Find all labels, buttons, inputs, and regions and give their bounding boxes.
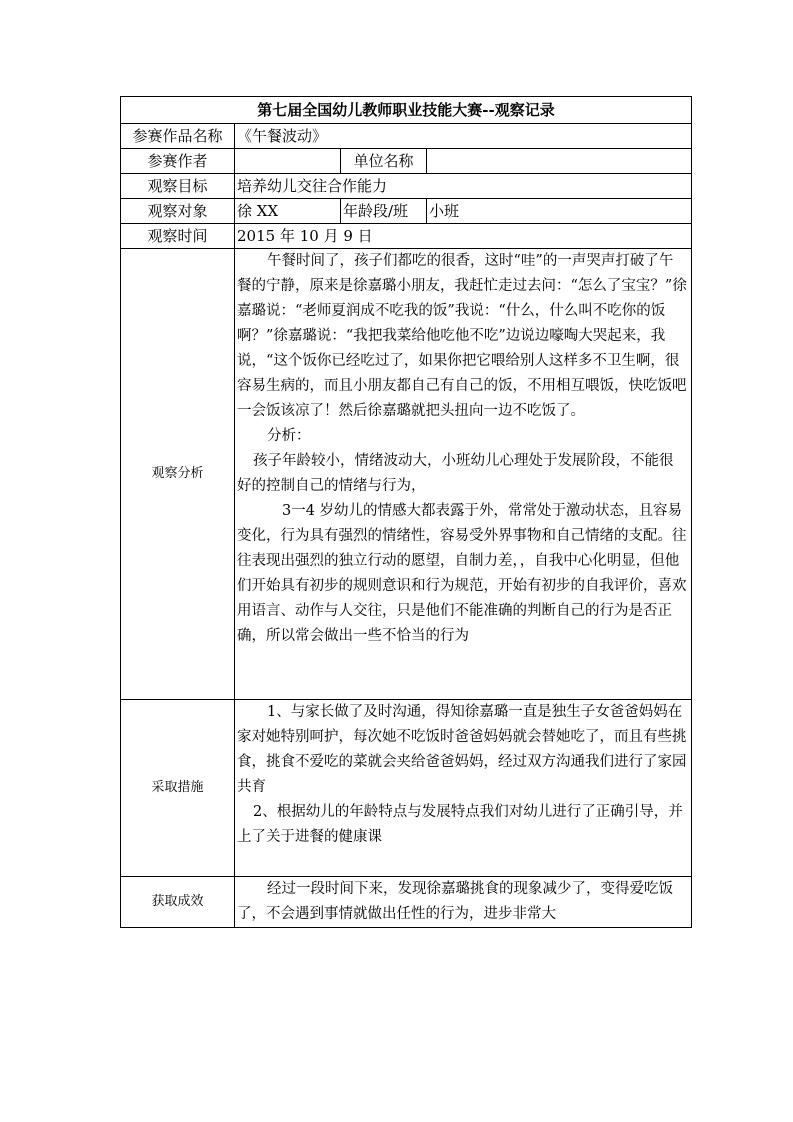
analysis-paragraph: 午餐时间了，孩子们都吃的很香，这时“哇”的一声哭声打破了午餐的宁静，原来是徐嘉璐小朋友，我赶忙走过去问：“怎么了宝宝？”徐嘉璐说：“老师夏润成不吃我的饭”我说：“什么，什么叫不吃你的饭啊？”徐嘉璐说：“我把我菜给他吃他不吃”边说边嚎啕大哭起来，我说，“这个饭你已经吃过了，如果你把它喂给别人这样多不卫生啊，很容易生病的，而且小朋友都自己有自己的饭，不用相互喂饭，快吃饭吧一会饭该凉了！然后徐嘉璐就把头扭向一边不吃饭了。 xyxy=(237,253,687,419)
unit-value xyxy=(427,149,692,174)
results-paragraph: 经过一段时间下来，发现徐嘉璐挑食的现象减少了，变得爱吃饭了，不会遇到事情就做出任性的行为，进步非常大 xyxy=(237,881,673,922)
time-value: 2015 年 10 月 9 日 xyxy=(235,224,692,249)
age-label: 年龄段/班 xyxy=(341,199,427,224)
analysis-label: 观察分析 xyxy=(121,249,235,700)
analysis-content xyxy=(235,249,692,700)
subject-label: 观察对象 xyxy=(121,199,235,224)
results-label: 获取成效 xyxy=(121,877,235,928)
subject-value: 徐 XX xyxy=(235,199,341,224)
measures-row xyxy=(121,700,692,877)
analysis-paragraph: 分析： xyxy=(267,428,311,444)
results-content xyxy=(235,877,692,928)
measures-paragraph: 2、根据幼儿的年龄特点与发展特点我们对幼儿进行了正确引导，并上了关于进餐的健康课 xyxy=(237,804,683,845)
work-name-value: 《午餐波动》 xyxy=(235,124,692,149)
time-label: 观察时间 xyxy=(121,224,235,249)
analysis-paragraph: 孩子年龄较小，情绪波动大，小班幼儿心理处于发展阶段，不能很好的控制自己的情绪与行为， xyxy=(237,453,674,494)
observation-record-table xyxy=(120,96,692,928)
measures-content xyxy=(235,700,692,877)
unit-label: 单位名称 xyxy=(341,149,427,174)
title-row xyxy=(121,97,692,124)
measures-paragraph: 1、与家长做了及时沟通，得知徐嘉璐一直是独生子女爸爸妈妈在家对她特别呵护，每次她不吃饭时爸爸妈妈就会替她吃了，而且有些挑食，挑食不爱吃的菜就会夹给爸爸妈妈，经过双方沟通我们进行了家园共育 xyxy=(237,704,687,795)
work-name-label: 参赛作品名称 xyxy=(121,124,235,149)
results-row xyxy=(121,877,692,928)
analysis-row xyxy=(121,249,692,700)
author-value xyxy=(235,149,341,174)
observation-record-page xyxy=(120,96,691,928)
analysis-paragraph: 3一4 岁幼儿的情感大都表露于外，常常处于激动状态，且容易变化，行为具有强烈的情绪性，容易受外界事物和自己情绪的支配。往往表现出强烈的独立行动的愿望，自制力差，，自我中心化明显，但他们开始具有初步的规则意识和行为规范，开始有初步的自我评价，喜欢用语言、动作与人交往，只是他们不能准确的判断自己的行为是否正确，所以常会做出一些不恰当的行为 xyxy=(237,503,687,644)
age-value: 小班 xyxy=(427,199,692,224)
time-row xyxy=(121,224,692,249)
page-title: 第七届全国幼儿教师职业技能大赛--观察记录 xyxy=(121,97,692,124)
work-name-row xyxy=(121,124,692,149)
goal-value: 培养幼儿交往合作能力 xyxy=(235,174,692,199)
author-label: 参赛作者 xyxy=(121,149,235,174)
goal-row xyxy=(121,174,692,199)
subject-row xyxy=(121,199,692,224)
goal-label: 观察目标 xyxy=(121,174,235,199)
author-row xyxy=(121,149,692,174)
measures-label: 采取措施 xyxy=(121,700,235,877)
